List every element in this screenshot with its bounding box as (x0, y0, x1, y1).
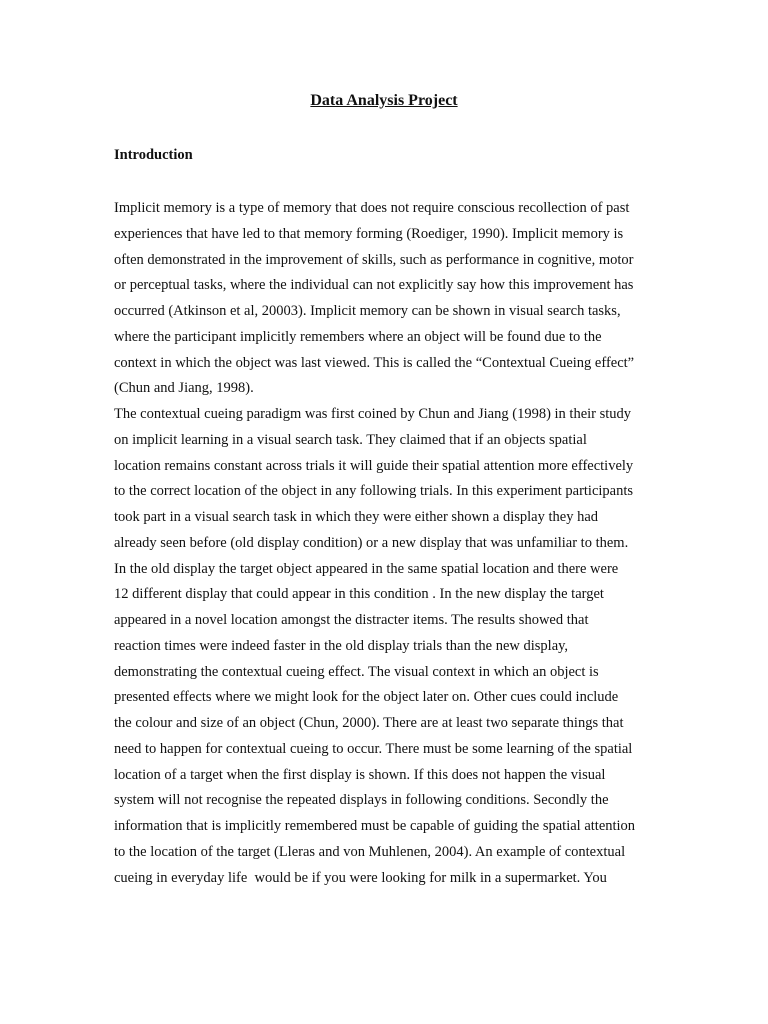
text-line: to the location of the target (Lleras and von Muhlenen, 2004). An example of contextual (114, 843, 626, 860)
text-line: Implicit memory is a type of memory that does not require conscious recollection of past (114, 200, 630, 216)
text-line: location remains constant across trials it will guide their spatial attention more effectively (114, 457, 634, 474)
text-line: In the old display the target object appeared in the same spatial location and there were (114, 560, 619, 577)
text-line: occurred (Atkinson et al, 20003). Implicit memory can be shown in visual search tasks, (114, 303, 621, 319)
text-line: already seen before (old display condition) or a new display that was unfamiliar to them. (114, 534, 629, 551)
text-line: reaction times were indeed faster in the old display trials than the new display, (114, 637, 569, 654)
text-line: demonstrating the contextual cueing effect. The visual context in which an object is (114, 663, 599, 680)
text-line: on implicit learning in a visual search task. They claimed that if an objects spatial (114, 431, 587, 448)
text-line: presented effects where we might look for the object later on. Other cues could include (114, 689, 619, 706)
text-line: The contextual cueing paradigm was first coined by Chun and Jiang (1998) in their study (114, 406, 632, 422)
text-line: cueing in everyday life would be if you were looking for milk in a supermarket. You (114, 869, 607, 886)
text-line: appeared in a novel location amongst the distracter items. The results showed that (114, 612, 589, 628)
section-heading-introduction: Introduction (114, 147, 193, 163)
text-line: often demonstrated in the improvement of skills, such as performance in cognitive, motor (114, 251, 634, 268)
text-line: the colour and size of an object (Chun, 2000). There are at least two separate things that (114, 715, 624, 731)
text-line: took part in a visual search task in which they were either shown a display they had (114, 509, 599, 525)
document-title: Data Analysis Project (310, 92, 458, 109)
text-line: need to happen for contextual cueing to occur. There must be some learning of the spatial (114, 740, 633, 757)
text-line: where the participant implicitly remembers where an object will be found due to the (114, 328, 602, 345)
text-line: information that is implicitly remembered must be capable of guiding the spatial attention (114, 818, 636, 834)
text-line: 12 different display that could appear in this condition . In the new display the target (114, 586, 604, 603)
text-line: or perceptual tasks, where the individual can not explicitly say how this improvement has (114, 277, 634, 294)
body-paragraphs (114, 196, 674, 891)
text-line: (Chun and Jiang, 1998). (114, 380, 254, 397)
text-line: to the correct location of the object in any following trials. In this experiment participants (114, 483, 634, 500)
text-line: system will not recognise the repeated displays in following conditions. Secondly the (114, 792, 609, 809)
text-line: location of a target when the first display is shown. If this does not happen the visual (114, 766, 606, 783)
text-line: experiences that have led to that memory forming (Roediger, 1990). Implicit memory is (114, 225, 624, 242)
text-line: context in which the object was last viewed. This is called the “Contextual Cueing effect” (114, 354, 635, 371)
